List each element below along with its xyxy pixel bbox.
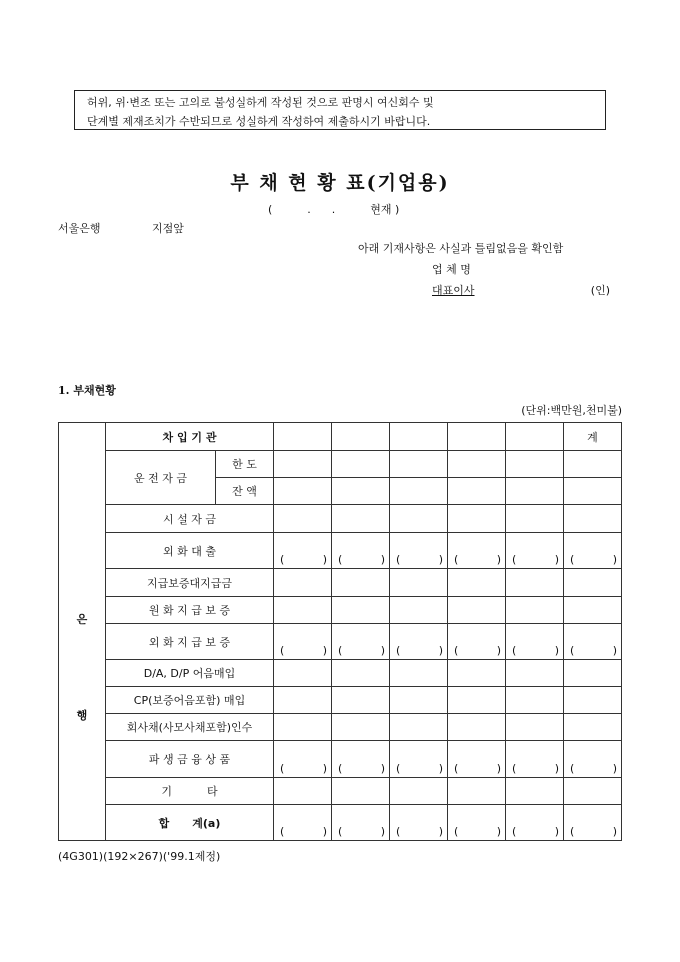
paren-wrap — [448, 644, 505, 659]
warning-notice — [74, 90, 606, 130]
company-name-label: 업 체 명 — [432, 263, 471, 276]
group-label-bank — [59, 423, 106, 841]
paren-open: ( — [570, 644, 575, 657]
paren-close: ) — [380, 762, 385, 775]
amount-cell-with-paren[interactable] — [506, 624, 564, 660]
paren-close: ) — [554, 762, 559, 775]
amount-cell[interactable] — [506, 687, 564, 714]
amount-cell-with-paren[interactable] — [448, 741, 506, 778]
paren-close: ) — [612, 553, 617, 566]
paren-wrap — [506, 825, 563, 840]
paren-close: ) — [612, 825, 617, 838]
amount-cell-with-paren[interactable] — [564, 805, 622, 841]
amount-cell[interactable] — [448, 569, 506, 597]
amount-cell[interactable] — [332, 660, 390, 687]
lender-name-cell[interactable] — [390, 423, 448, 451]
paren-wrap — [564, 644, 621, 659]
paren-close: ) — [322, 825, 327, 838]
paren-wrap — [506, 762, 563, 777]
amount-cell[interactable] — [332, 451, 390, 478]
amount-cell[interactable] — [274, 660, 332, 687]
amount-cell[interactable] — [332, 505, 390, 533]
table-row — [59, 505, 622, 533]
amount-cell-with-paren[interactable] — [564, 624, 622, 660]
amount-cell-with-paren[interactable] — [390, 533, 448, 569]
paren-open: ( — [512, 762, 517, 775]
paren-wrap — [274, 644, 331, 659]
ceo-signature-line — [432, 282, 610, 298]
amount-cell-with-paren[interactable] — [448, 624, 506, 660]
amount-cell[interactable] — [332, 478, 390, 505]
row-label: 합 계(a) — [106, 805, 274, 841]
paren-wrap — [564, 762, 621, 777]
amount-cell[interactable] — [332, 778, 390, 805]
amount-cell-with-paren[interactable] — [332, 624, 390, 660]
paren-open: ( — [338, 762, 343, 775]
amount-cell[interactable] — [332, 714, 390, 741]
table-row — [59, 778, 622, 805]
amount-cell[interactable] — [274, 778, 332, 805]
paren-wrap — [448, 762, 505, 777]
amount-cell[interactable] — [390, 478, 448, 505]
row-label: CP(보증어음포함) 매입 — [106, 687, 274, 714]
amount-cell[interactable] — [506, 597, 564, 624]
paren-open: ( — [396, 825, 401, 838]
amount-cell-with-paren[interactable] — [390, 805, 448, 841]
amount-cell[interactable] — [506, 660, 564, 687]
paren-close: ) — [496, 825, 501, 838]
table-row — [59, 660, 622, 687]
amount-cell[interactable] — [332, 597, 390, 624]
amount-cell[interactable] — [564, 778, 622, 805]
paren-close: ) — [438, 825, 443, 838]
paren-open: ( — [280, 825, 285, 838]
paren-wrap — [390, 644, 447, 659]
lender-name-cell[interactable] — [332, 423, 390, 451]
paren-wrap — [564, 825, 621, 840]
balance-label: 잔 액 — [216, 478, 274, 505]
paren-close: ) — [322, 553, 327, 566]
row-label: 시 설 자 금 — [106, 505, 274, 533]
paren-wrap — [390, 553, 447, 568]
paren-close: ) — [554, 644, 559, 657]
amount-cell[interactable] — [390, 505, 448, 533]
amount-cell[interactable] — [274, 451, 332, 478]
paren-close: ) — [380, 553, 385, 566]
amount-cell[interactable] — [448, 597, 506, 624]
table-row — [59, 805, 622, 841]
amount-cell[interactable] — [390, 778, 448, 805]
paren-wrap — [332, 825, 389, 840]
amount-cell-with-paren[interactable] — [506, 533, 564, 569]
amount-cell-with-paren[interactable] — [332, 805, 390, 841]
amount-cell-with-paren[interactable] — [448, 533, 506, 569]
table-row — [59, 451, 622, 478]
amount-cell[interactable] — [390, 597, 448, 624]
amount-cell[interactable] — [448, 451, 506, 478]
total-header: 계 — [564, 423, 622, 451]
amount-cell-with-paren[interactable] — [332, 741, 390, 778]
group-label-2: 행 — [76, 708, 88, 722]
lender-name-cell[interactable] — [274, 423, 332, 451]
amount-cell[interactable] — [564, 660, 622, 687]
working-capital-label: 운 전 자 금 — [106, 451, 216, 505]
paren-open: ( — [454, 553, 459, 566]
lender-name-cell[interactable] — [448, 423, 506, 451]
amount-cell[interactable] — [564, 478, 622, 505]
amount-cell-with-paren[interactable] — [274, 805, 332, 841]
row-label: 외 화 지 급 보 증 — [106, 624, 274, 660]
amount-cell[interactable] — [564, 597, 622, 624]
paren-open: ( — [454, 825, 459, 838]
date-line: ( . . 현재 ) — [268, 203, 400, 216]
amount-cell[interactable] — [390, 569, 448, 597]
row-label: 원 화 지 급 보 증 — [106, 597, 274, 624]
paren-open: ( — [338, 553, 343, 566]
paren-open: ( — [396, 762, 401, 775]
debt-status-table — [58, 422, 622, 841]
unit-label: (단위:백만원,천미불) — [521, 404, 622, 417]
table-row — [59, 687, 622, 714]
amount-cell[interactable] — [448, 778, 506, 805]
amount-cell[interactable] — [506, 505, 564, 533]
paren-open: ( — [512, 825, 517, 838]
paren-open: ( — [454, 644, 459, 657]
amount-cell-with-paren[interactable] — [448, 805, 506, 841]
confirmation-text: 아래 기재사항은 사실과 틀림없음을 확인함 — [358, 242, 564, 255]
amount-cell-with-paren[interactable] — [274, 533, 332, 569]
amount-cell-with-paren[interactable] — [564, 533, 622, 569]
paren-open: ( — [570, 762, 575, 775]
amount-cell[interactable] — [274, 687, 332, 714]
amount-cell-with-paren[interactable] — [506, 741, 564, 778]
amount-cell-with-paren[interactable] — [390, 741, 448, 778]
paren-wrap — [564, 553, 621, 568]
amount-cell[interactable] — [274, 505, 332, 533]
row-label: D/A, D/P 어음매입 — [106, 660, 274, 687]
section-title: 1. 부채현황 — [58, 384, 116, 397]
paren-wrap — [448, 825, 505, 840]
amount-cell-with-paren[interactable] — [332, 533, 390, 569]
row-label: 파 생 금 융 상 품 — [106, 741, 274, 778]
amount-cell[interactable] — [332, 569, 390, 597]
table-row — [59, 714, 622, 741]
amount-cell[interactable] — [564, 505, 622, 533]
paren-close: ) — [496, 644, 501, 657]
amount-cell[interactable] — [564, 569, 622, 597]
amount-cell[interactable] — [448, 660, 506, 687]
amount-cell-with-paren[interactable] — [390, 624, 448, 660]
amount-cell[interactable] — [506, 451, 564, 478]
row-label: 기 타 — [106, 778, 274, 805]
paren-wrap — [390, 825, 447, 840]
amount-cell[interactable] — [274, 569, 332, 597]
amount-cell[interactable] — [332, 687, 390, 714]
paren-close: ) — [380, 825, 385, 838]
paren-wrap — [506, 644, 563, 659]
row-label: 외 화 대 출 — [106, 533, 274, 569]
paren-close: ) — [322, 762, 327, 775]
paren-wrap — [332, 553, 389, 568]
amount-cell[interactable] — [448, 505, 506, 533]
notice-line-1: 허위, 위·변조 또는 고의로 불성실하게 작성된 것으로 판명시 여신회수 및 — [87, 96, 434, 109]
paren-open: ( — [570, 825, 575, 838]
lender-name-cell[interactable] — [506, 423, 564, 451]
amount-cell[interactable] — [506, 778, 564, 805]
amount-cell[interactable] — [390, 451, 448, 478]
amount-cell[interactable] — [274, 714, 332, 741]
amount-cell[interactable] — [274, 478, 332, 505]
amount-cell-with-paren[interactable] — [274, 624, 332, 660]
seal-label: (인) — [590, 284, 610, 297]
notice-line-2: 단계별 제재조치가 수반되므로 성실하게 작성하여 제출하시기 바랍니다. — [87, 115, 431, 128]
paren-close: ) — [438, 762, 443, 775]
amount-cell-with-paren[interactable] — [506, 805, 564, 841]
paren-close: ) — [612, 762, 617, 775]
amount-cell[interactable] — [448, 714, 506, 741]
amount-cell-with-paren[interactable] — [274, 741, 332, 778]
paren-wrap — [274, 825, 331, 840]
paren-wrap — [390, 762, 447, 777]
limit-label: 한 도 — [216, 451, 274, 478]
table-row — [59, 569, 622, 597]
lender-header: 차 입 기 관 — [106, 423, 274, 451]
paren-close: ) — [380, 644, 385, 657]
amount-cell[interactable] — [564, 714, 622, 741]
table-header-row — [59, 423, 622, 451]
paren-open: ( — [396, 644, 401, 657]
paren-wrap — [274, 762, 331, 777]
paren-open: ( — [512, 553, 517, 566]
paren-open: ( — [570, 553, 575, 566]
paren-open: ( — [280, 644, 285, 657]
paren-open: ( — [338, 825, 343, 838]
amount-cell[interactable] — [506, 569, 564, 597]
row-label: 지급보증대지급금 — [106, 569, 274, 597]
amount-cell[interactable] — [390, 714, 448, 741]
paren-open: ( — [512, 644, 517, 657]
paren-close: ) — [554, 553, 559, 566]
amount-cell[interactable] — [564, 451, 622, 478]
paren-wrap — [448, 553, 505, 568]
paren-close: ) — [496, 762, 501, 775]
paren-wrap — [274, 553, 331, 568]
amount-cell[interactable] — [448, 478, 506, 505]
bank-name: 서울은행 — [58, 222, 101, 235]
document-title: 부 채 현 황 표(기업용) — [230, 172, 450, 194]
table-row — [59, 741, 622, 778]
amount-cell[interactable] — [506, 478, 564, 505]
amount-cell-with-paren[interactable] — [564, 741, 622, 778]
paren-close: ) — [612, 644, 617, 657]
table-row — [59, 624, 622, 660]
amount-cell[interactable] — [564, 687, 622, 714]
paren-open: ( — [396, 553, 401, 566]
paren-close: ) — [438, 553, 443, 566]
amount-cell[interactable] — [506, 714, 564, 741]
paren-wrap — [332, 762, 389, 777]
table-row — [59, 597, 622, 624]
row-label: 회사채(사모사채포함)인수 — [106, 714, 274, 741]
form-code: (4G301)(192×267)('99.1제정) — [58, 850, 221, 863]
group-label-1: 은 — [76, 612, 88, 626]
paren-wrap — [506, 553, 563, 568]
paren-close: ) — [496, 553, 501, 566]
ceo-label: 대표이사 — [432, 284, 475, 297]
paren-close: ) — [438, 644, 443, 657]
paren-open: ( — [280, 762, 285, 775]
table-row — [59, 533, 622, 569]
paren-close: ) — [554, 825, 559, 838]
amount-cell[interactable] — [390, 687, 448, 714]
branch-label: 지점앞 — [152, 222, 184, 235]
amount-cell[interactable] — [390, 660, 448, 687]
amount-cell[interactable] — [274, 597, 332, 624]
amount-cell[interactable] — [448, 687, 506, 714]
paren-open: ( — [280, 553, 285, 566]
paren-open: ( — [454, 762, 459, 775]
paren-open: ( — [338, 644, 343, 657]
paren-wrap — [332, 644, 389, 659]
paren-close: ) — [322, 644, 327, 657]
